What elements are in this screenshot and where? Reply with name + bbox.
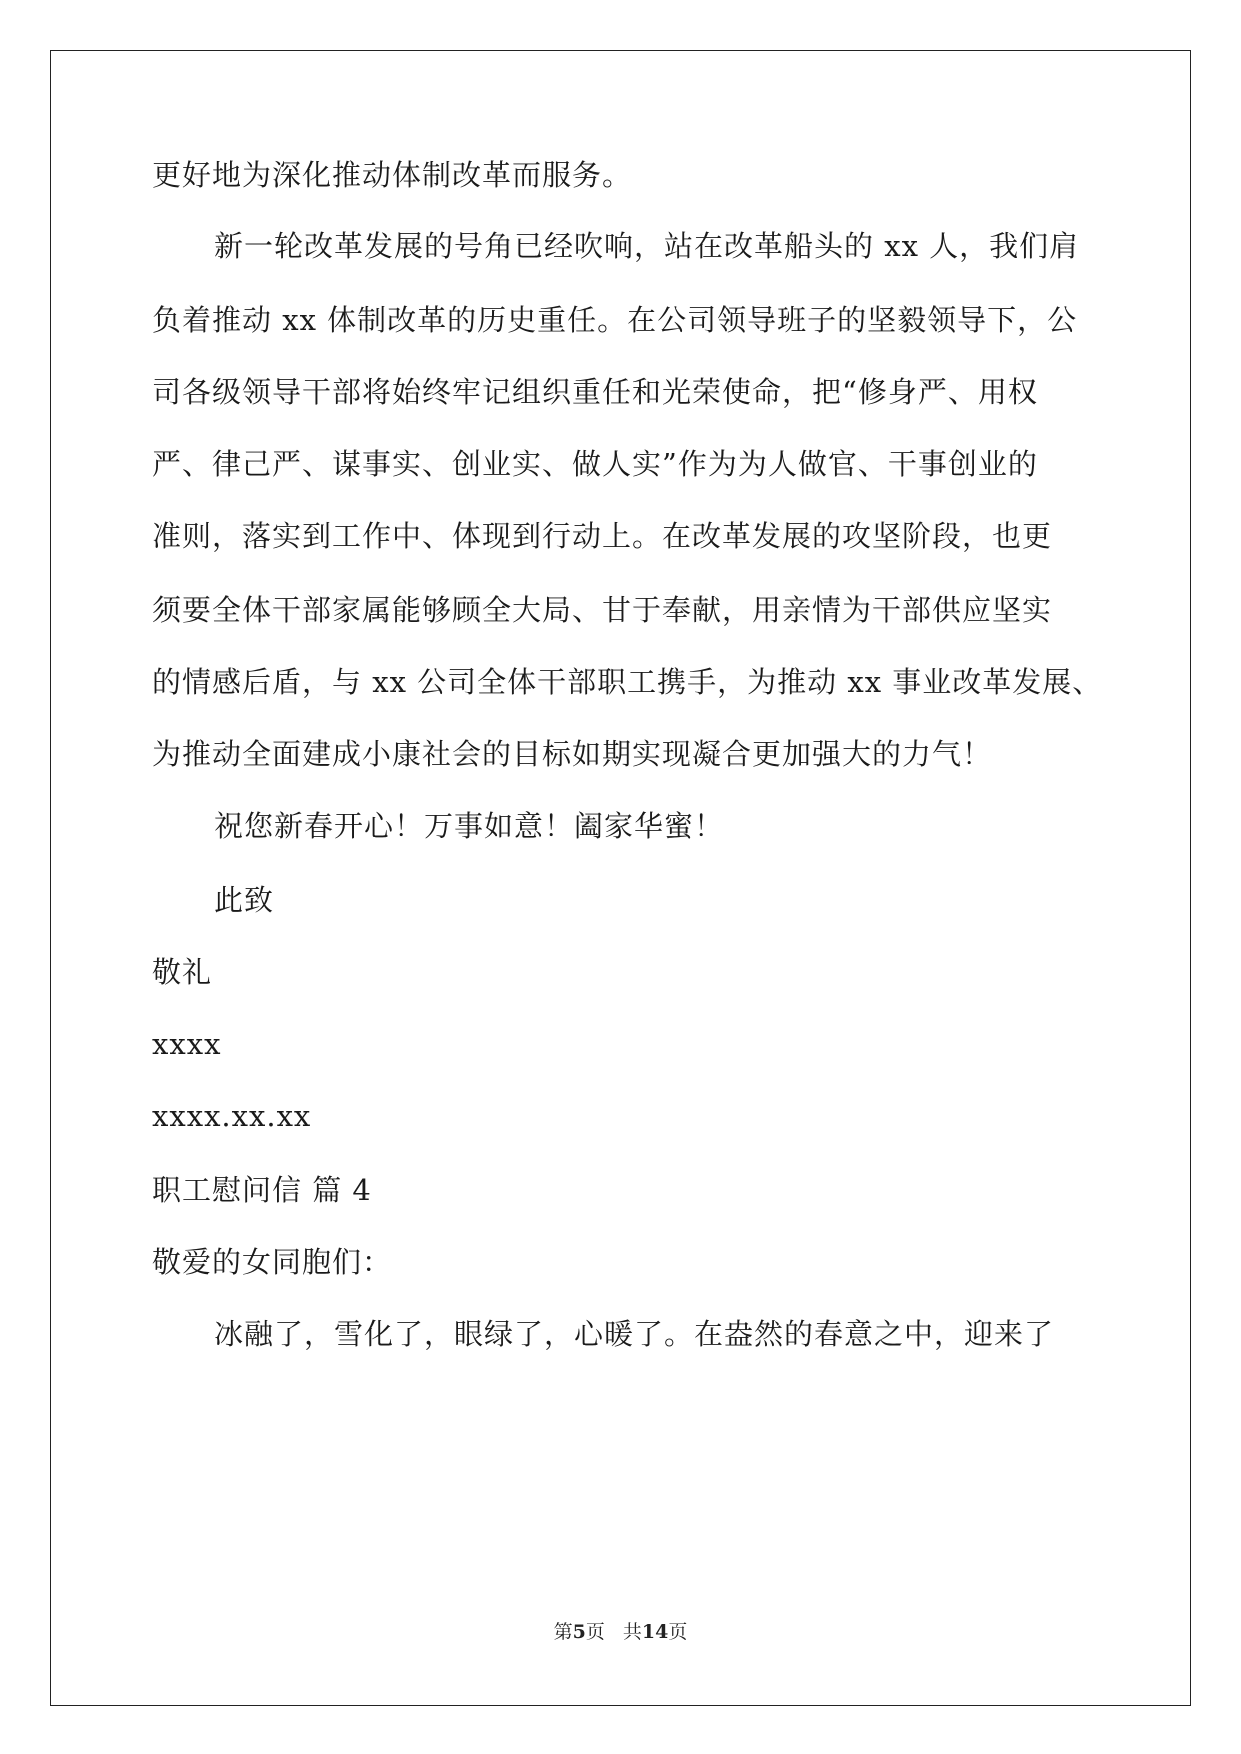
footer-page-unit: 页 <box>585 1621 605 1643</box>
text-line-7: 须要全体干部家属能够顾全大局、甘于奉献，用亲情为干部供应坚实 <box>152 593 1053 627</box>
text-line-5: 严、律己严、谋事实、创业实、做人实”作为为人做官、干事创业的 <box>152 447 1038 481</box>
signature-line: xxxx <box>152 1027 222 1061</box>
date-line: xxxx.xx.xx <box>152 1099 312 1133</box>
footer-prefix: 第 <box>553 1621 573 1643</box>
text-line-9: 为推动全面建成小康社会的目标如期实现凝合更加强大的力气！ <box>152 737 993 771</box>
text-line-3: 负着推动 xx 体制改革的历史重任。在公司领导班子的坚毅领导下，公 <box>152 303 1078 337</box>
page-frame <box>50 50 1191 1706</box>
text-line-2: 新一轮改革发展的号角已经吹响，站在改革船头的 xx 人，我们肩 <box>214 229 1080 263</box>
salute-line: 敬礼 <box>152 955 213 989</box>
text-line-last: 冰融了，雪化了，眼绿了，心暖了。在盎然的春意之中，迎来了 <box>214 1317 1055 1351</box>
text-line-8: 的情感后盾，与 xx 公司全体干部职工携手，为推动 xx 事业改革发展、 <box>152 665 1103 699</box>
text-line-6: 准则，落实到工作中、体现到行动上。在改革发展的攻坚阶段，也更 <box>152 519 1053 553</box>
salutation-line: 敬爱的女同胞们： <box>152 1245 393 1279</box>
footer-page-number: 5 <box>572 1621 586 1643</box>
text-line-1: 更好地为深化推动体制改革而服务。 <box>152 158 633 192</box>
footer-total-prefix: 共 <box>622 1621 642 1643</box>
text-line-4: 司各级领导干部将始终牢记组织重任和光荣使命，把“修身严、用权 <box>152 375 1038 409</box>
footer-total-unit: 页 <box>668 1621 688 1643</box>
section-title: 职工慰问信 篇 4 <box>152 1173 372 1207</box>
footer-total-pages: 14 <box>641 1621 669 1643</box>
closing-line: 此致 <box>214 883 275 917</box>
page-footer <box>0 1620 1241 1644</box>
greeting-line: 祝您新春开心！万事如意！阖家华蜜！ <box>214 809 725 843</box>
